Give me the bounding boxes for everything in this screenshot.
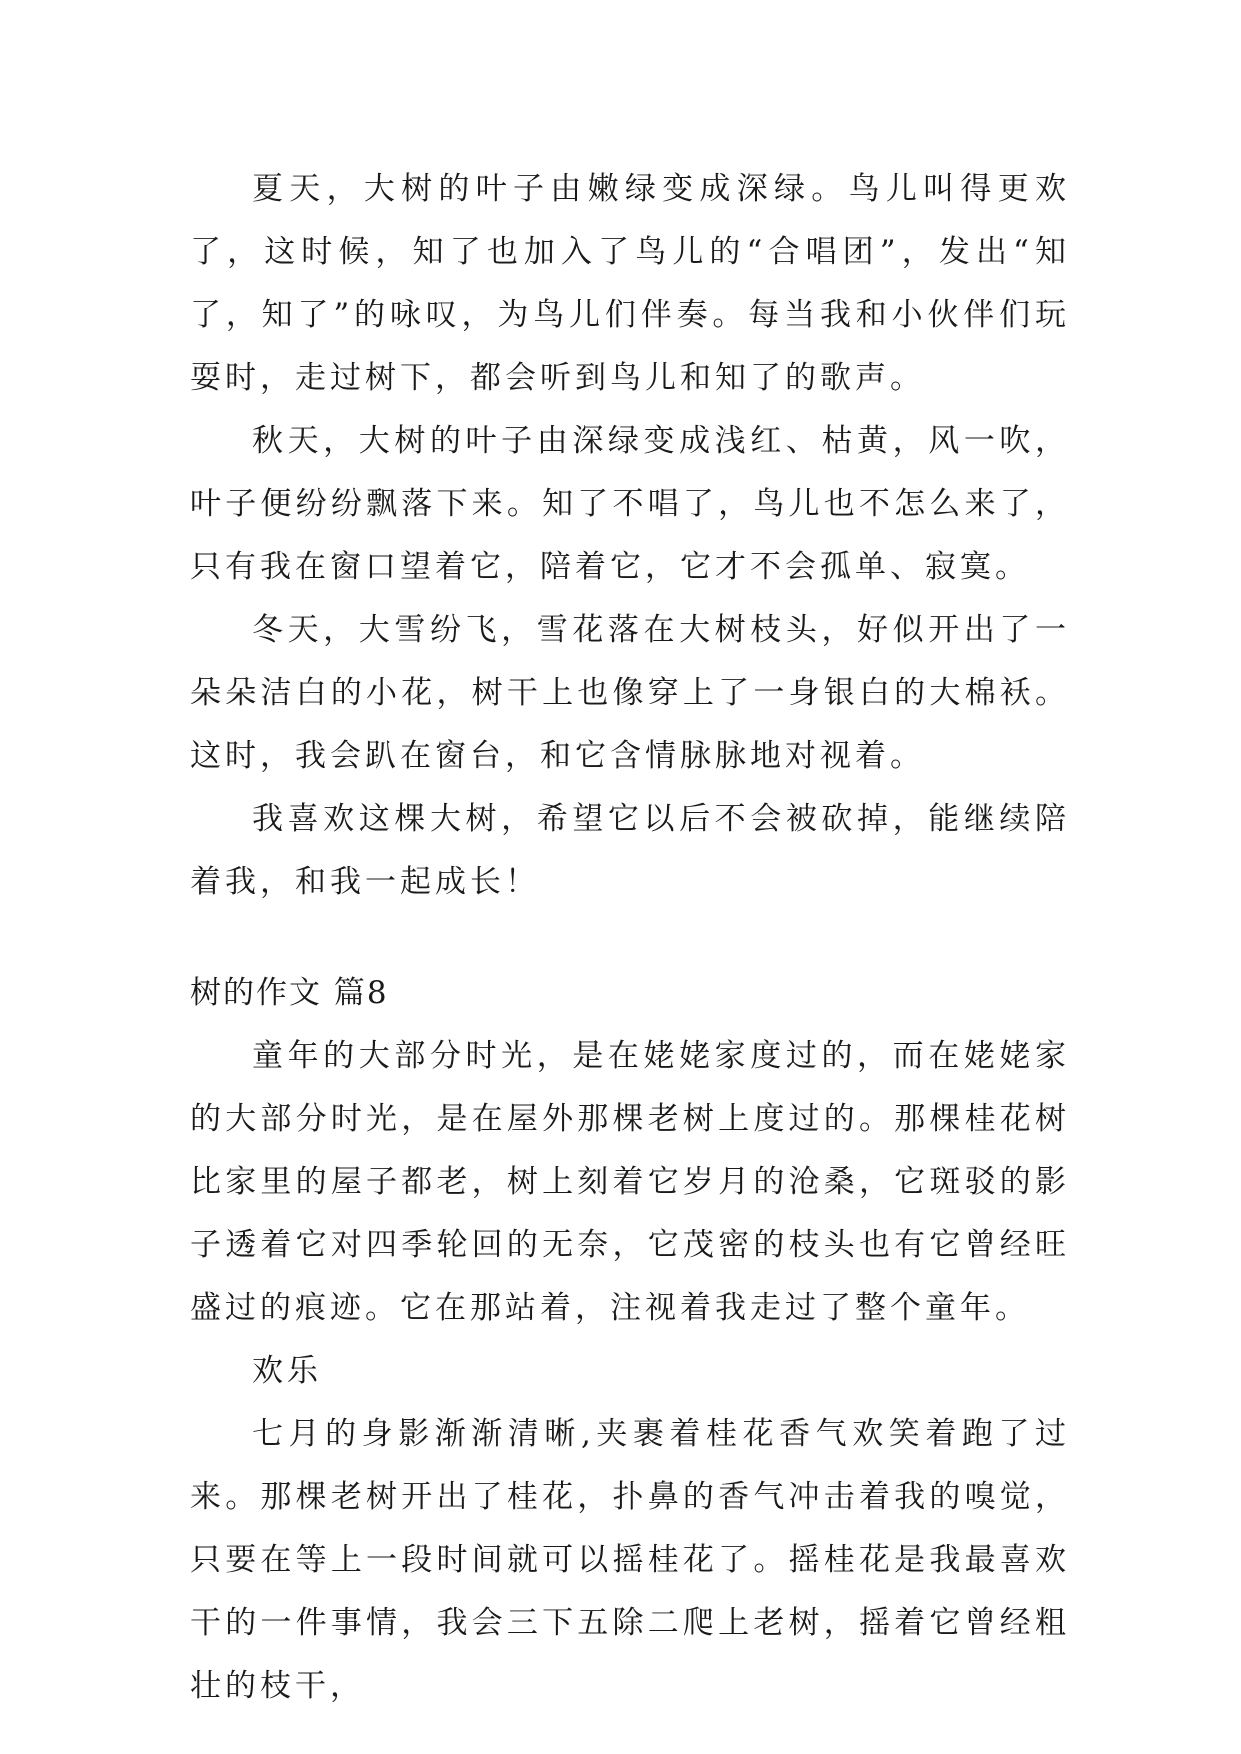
paragraph-summer: 夏天，大树的叶子由嫩绿变成深绿。鸟儿叫得更欢了，这时候，知了也加入了鸟儿的“合唱团”，发出“知了，知了”的咏叹，为鸟儿们伴奏。每当我和小伙伴们玩耍时，走过树下，都会听到鸟儿和知了的歌声。 — [190, 171, 1070, 396]
subheading-joy: 欢乐 — [252, 1353, 322, 1389]
paragraph-autumn: 秋天，大树的叶子由深绿变成浅红、枯黄，风一吹，叶子便纷纷飘落下来。知了不唱了，鸟儿也不怎么来了，只有我在窗口望着它，陪着它，它才不会孤单、寂寞。 — [190, 423, 1070, 585]
section-heading: 树的作文 篇8 — [190, 975, 389, 1011]
paragraph-childhood: 童年的大部分时光，是在姥姥家度过的，而在姥姥家的大部分时光，是在屋外那棵老树上度过的。那棵桂花树比家里的屋子都老，树上刻着它岁月的沧桑，它斑驳的影子透着它对四季轮回的无奈，它茂密的枝头也有它曾经旺盛过的痕迹。它在那站着，注视着我走过了整个童年。 — [190, 1038, 1070, 1326]
document-body — [190, 158, 1070, 1718]
paragraph-conclusion: 我喜欢这棵大树，希望它以后不会被砍掉，能继续陪着我，和我一起成长！ — [190, 801, 1070, 900]
paragraph-winter: 冬天，大雪纷飞，雪花落在大树枝头，好似开出了一朵朵洁白的小花，树干上也像穿上了一身银白的大棉袄。这时，我会趴在窗台，和它含情脉脉地对视着。 — [190, 612, 1070, 774]
paragraph-july: 七月的身影渐渐清晰,夹裹着桂花香气欢笑着跑了过来。那棵老树开出了桂花，扑鼻的香气冲击着我的嗅觉，只要在等上一段时间就可以摇桂花了。摇桂花是我最喜欢干的一件事情，我会三下五除二爬上老树，摇着它曾经粗壮的枝干， — [190, 1416, 1070, 1704]
